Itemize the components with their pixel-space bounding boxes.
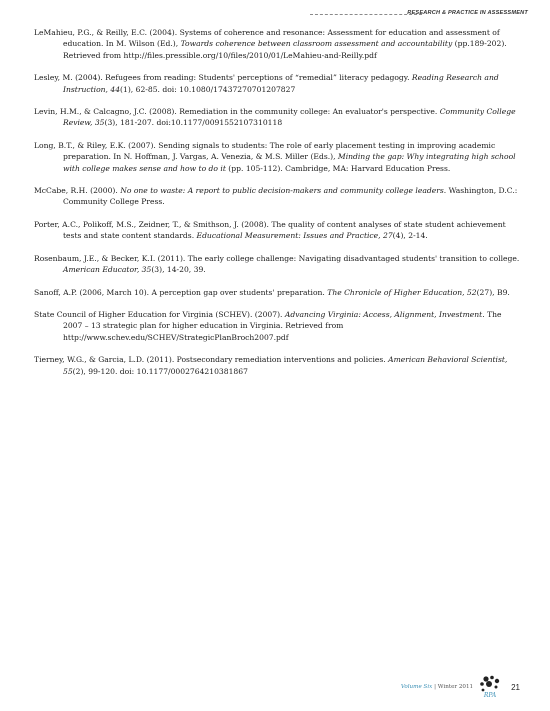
svg-text:RPA: RPA <box>483 692 497 699</box>
reference-entry: Levin, H.M., & Calcagno, J.C. (2008). Remediation in the community college: An evaluator's perspective. Community College Review, 35(3), 181-207. doi:10.1177/0091552107310118 <box>34 107 516 128</box>
running-header: RESEARCH & PRACTICE IN ASSESSMENT <box>407 10 528 16</box>
reference-entry: LeMahieu, P.G., & Reilly, E.C. (2004). Systems of coherence and resonance: Assessment for education and assessment of education. In M. Wilson (Ed.), Towards coherence between classroom assessment and accountability (pp.189-202). Retrieved from http://files.pressible.org/10/files/2010/01/LeMahieu-and-Reilly.pdf <box>34 28 507 60</box>
issue-info: Volume Six | Winter 2011 <box>400 684 474 690</box>
page-footer <box>401 674 520 700</box>
reference-entry: Sanoff, A.P. (2006, March 10). A perception gap over students' preparation. The Chronicle of Higher Education, 52(27), B9. <box>34 287 510 297</box>
reference-entry: State Council of Higher Education for Virginia (SCHEV). (2007). Advancing Virginia: Access, Alignment, Investment. The 2007 – 13 strategic plan for higher education in Virginia. Retrieved from http://www.schev.edu/SCHEV/StrategicPlanBroch2007.pdf <box>34 309 502 342</box>
page-number: 21 <box>511 682 520 692</box>
reference-list <box>34 27 522 388</box>
rpa-logo-icon <box>477 674 503 700</box>
reference-entry: McCabe, R.H. (2000). No one to waste: A report to public decision-makers and community college leaders. Washington, D.C.: Community College Press. <box>34 186 518 207</box>
reference-entry: Tierney, W.G., & Garcia, L.D. (2011). Postsecondary remediation interventions and policies. American Behavioral Scientist, 55(2), 99-120. doi: 10.1177/0002764210381867 <box>34 355 508 376</box>
header-rule <box>310 14 422 15</box>
reference-entry: Rosenbaum, J.E., & Becker, K.I. (2011). The early college challenge: Navigating disadvantaged students' transition to college. American Educator, 35(3), 14-20, 39. <box>34 253 520 275</box>
reference-entry: Long, B.T., & Riley, E.K. (2007). Sending signals to students: The role of early placement testing in improving academic preparation. In N. Hoffman, J. Vargas, A. Venezia, & M.S. Miller (Eds.), Minding the gap: Why integrating high school with college makes sense and how to do it (pp. 105-112). Cambridge, MA: Harvard Education Press. <box>34 140 516 173</box>
reference-entry: Porter, A.C., Polikoff, M.S., Zeidner, T., & Smithson, J. (2008). The quality of content analyses of state student achievement tests and state content standards. Educational Measurement: Issues and Practice, 27(4), 2-14. <box>34 219 506 241</box>
reference-entry: Lesley, M. (2004). Refugees from reading: Students' perceptions of “remedial” literacy pedagogy. Reading Research and Instruction, 44(1), 62-85. doi: 10.1080/17437270701207827 <box>34 73 499 94</box>
